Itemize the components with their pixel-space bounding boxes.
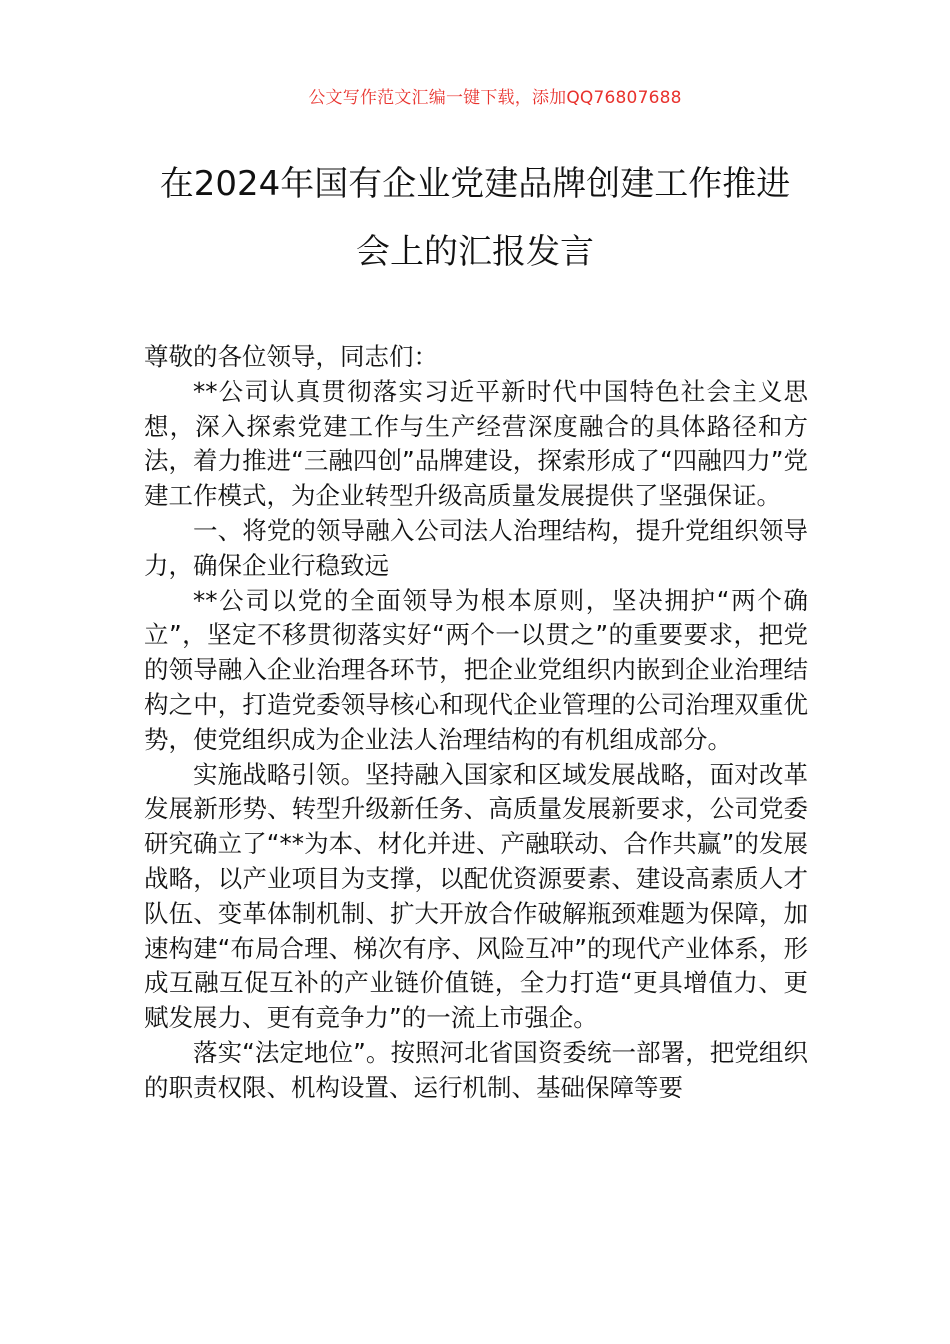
title-line-1: 在2024年国有企业党建品牌创建工作推进 [159,164,791,204]
title-line-2: 会上的汇报发言 [356,232,594,272]
document-title [120,150,830,286]
section-heading-1: 一、将党的领导融入公司法人治理结构，提升党组织领导力，确保企业行稳致远 [144,515,808,580]
paragraph-intro: **公司认真贯彻落实习近平新时代中国特色社会主义思想，深入探索党建工作与生产经营深度融合的具体路径和方法，着力推进“三融四创”品牌建设，探索形成了“四融四力”党建工作模式，为企业转型升级高质量发展提供了坚强保证。 [144,376,808,511]
paragraph-strategy: 实施战略引领。坚持融入国家和区域发展战略，面对改革发展新形势、转型升级新任务、高质量发展新要求，公司党委研究确立了“**为本、材化并进、产融联动、合作共赢”的发展战略，以产业项目为支撑，以配优资源要素、建设高素质人才队伍、变革体制机制、扩大开放合作破解瓶颈难题为保障，加速构建“布局合理、梯次有序、风险互冲”的现代产业体系，形成互融互促互补的产业链价值链，全力打造“更具增值力、更赋发展力、更有竞争力”的一流上市强企。 [144,759,808,1033]
salutation: 尊敬的各位领导，同志们： [144,342,438,371]
document-body [144,340,808,1106]
paragraph-party-leadership: **公司以党的全面领导为根本原则，坚决拥护“两个确立”，坚定不移贯彻落实好“两个一以贯之”的重要要求，把党的领导融入企业治理各环节，把企业党组织内嵌到企业治理结构之中，打造党委领导核心和现代企业管理的公司治理双重优势，使党组织成为企业法人治理结构的有机组成部分。 [144,585,808,754]
watermark-text: 公文写作范文汇编一键下载，添加QQ76807688 [308,88,682,108]
paragraph-legal-status: 落实“法定地位”。按照河北省国资委统一部署，把党组织的职责权限、机构设置、运行机制、基础保障等要 [144,1037,808,1102]
